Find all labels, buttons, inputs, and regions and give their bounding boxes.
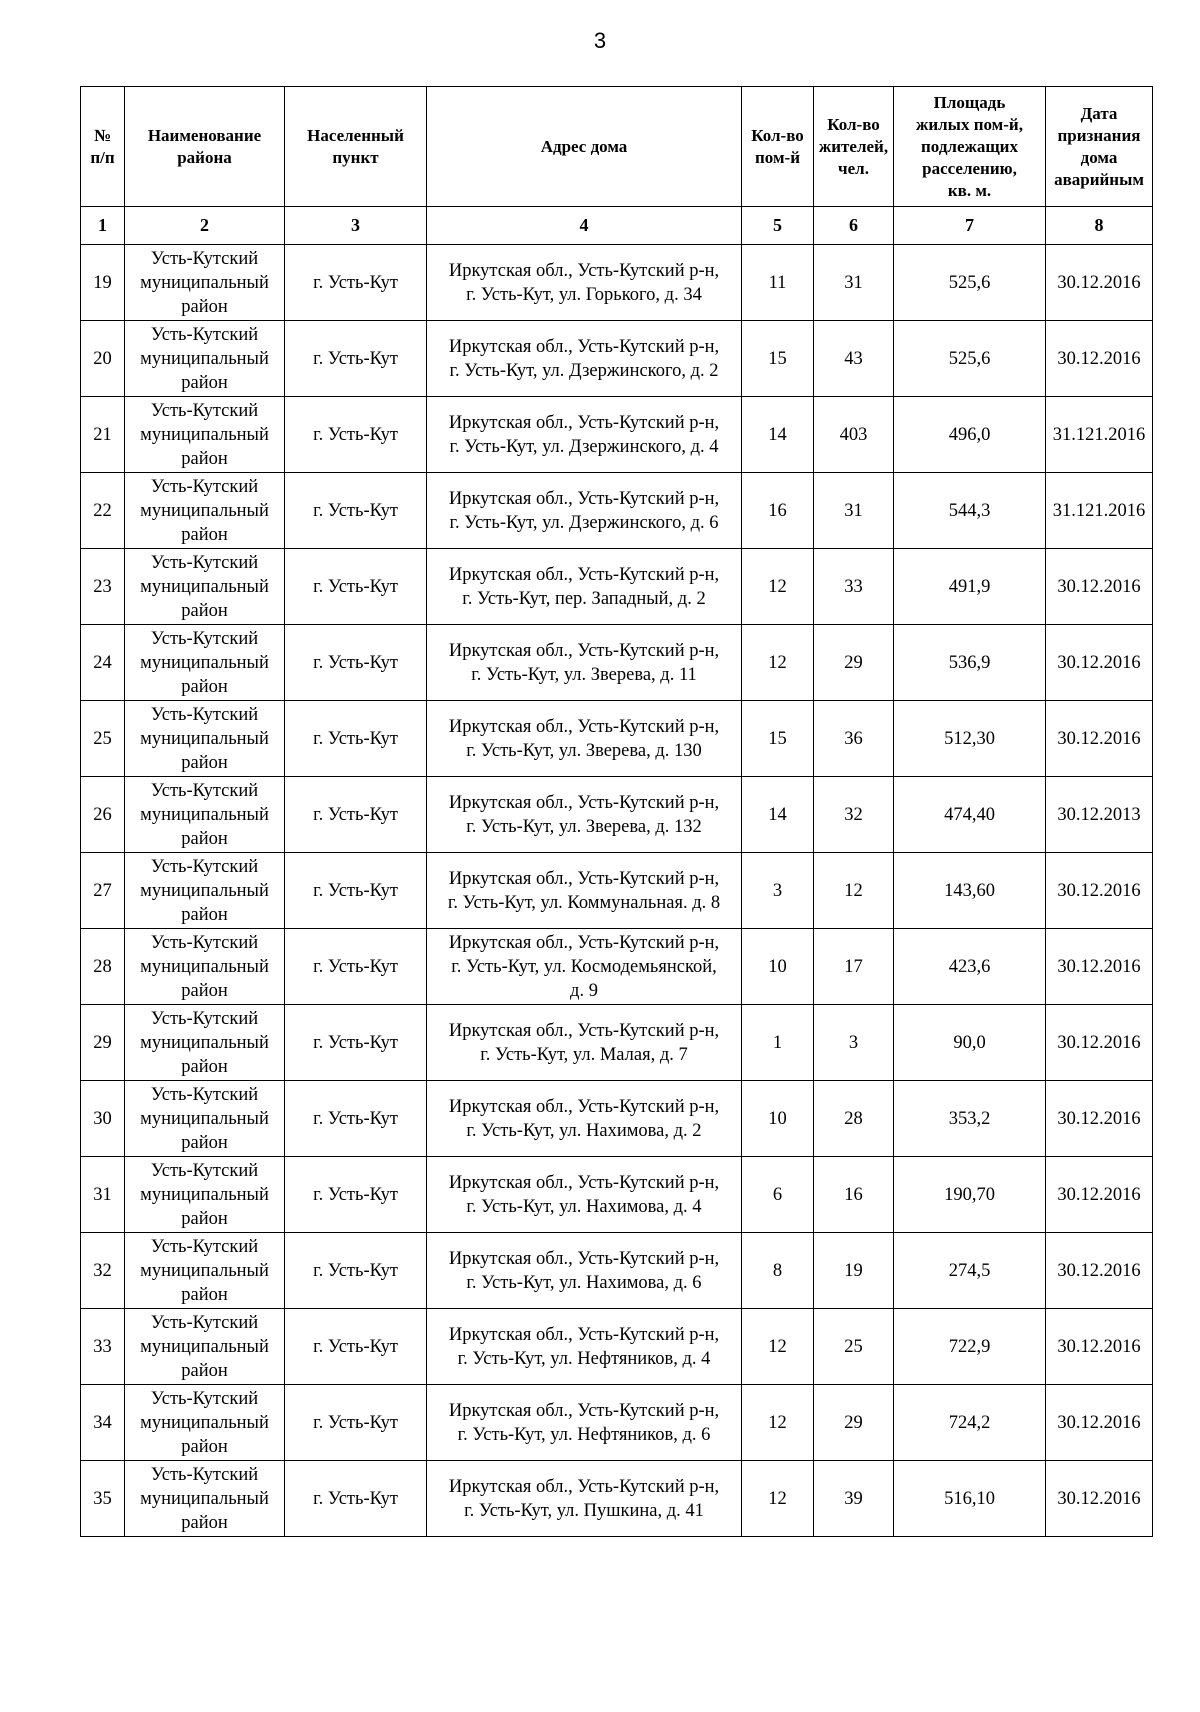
cell-residents: 403 [814, 397, 894, 473]
cell-settlement: г. Усть-Кут [285, 625, 427, 701]
cell-area: 722,9 [894, 1309, 1046, 1385]
cell-residents: 17 [814, 929, 894, 1005]
cell-line: Усть-Кутский [150, 628, 259, 649]
column-number: 6 [814, 207, 894, 245]
header-num [81, 87, 125, 207]
cell-line: муниципальный [140, 1488, 269, 1509]
header-rooms [742, 87, 814, 207]
cell-settlement: г. Усть-Кут [285, 1005, 427, 1081]
cell-line: Усть-Кутский [150, 780, 259, 801]
cell-residents: 31 [814, 473, 894, 549]
cell-line: чел. [838, 158, 869, 178]
cell-date: 30.12.2016 [1046, 1309, 1153, 1385]
cell-district [125, 1461, 285, 1537]
cell-line: Дата [1080, 103, 1118, 123]
cell-line: Наименование [147, 125, 262, 145]
cell-address [427, 1461, 742, 1537]
cell-district [125, 549, 285, 625]
cell-rooms: 1 [742, 1005, 814, 1081]
cell-area: 536,9 [894, 625, 1046, 701]
table-row [81, 245, 1153, 321]
cell-line: Усть-Кутский [150, 1236, 259, 1257]
table-row [81, 853, 1153, 929]
cell-date: 30.12.2016 [1046, 853, 1153, 929]
cell-rooms: 11 [742, 245, 814, 321]
cell-line: аварийным [1054, 169, 1144, 189]
cell-num: 21 [81, 397, 125, 473]
header-row [81, 87, 1153, 207]
cell-line: район [181, 1512, 228, 1533]
cell-line: Усть-Кутский [150, 1464, 259, 1485]
cell-rooms: 12 [742, 1309, 814, 1385]
cell-area: 516,10 [894, 1461, 1046, 1537]
cell-line: г. Усть-Кут, ул. Нефтяников, д. 4 [457, 1348, 711, 1369]
cell-line: Иркутская обл., Усть-Кутский р-н, [448, 1172, 720, 1193]
cell-residents: 36 [814, 701, 894, 777]
cell-area: 474,40 [894, 777, 1046, 853]
cell-address [427, 321, 742, 397]
cell-line: расселению, [922, 158, 1017, 178]
cell-date: 31.121.2016 [1046, 473, 1153, 549]
cell-line: район [181, 904, 228, 925]
cell-residents: 16 [814, 1157, 894, 1233]
cell-district [125, 473, 285, 549]
cell-num: 22 [81, 473, 125, 549]
cell-line: Адрес дома [540, 136, 628, 156]
cell-line: Иркутская обл., Усть-Кутский р-н, [448, 260, 720, 281]
cell-address [427, 1309, 742, 1385]
cell-line: Усть-Кутский [150, 476, 259, 497]
cell-line: район [181, 1436, 228, 1457]
column-number: 8 [1046, 207, 1153, 245]
table-row [81, 1005, 1153, 1081]
cell-area: 274,5 [894, 1233, 1046, 1309]
cell-line: Иркутская обл., Усть-Кутский р-н, [448, 1020, 720, 1041]
cell-num: 25 [81, 701, 125, 777]
table-row [81, 777, 1153, 853]
cell-line: район [181, 1132, 228, 1153]
cell-line: Иркутская обл., Усть-Кутский р-н, [448, 1324, 720, 1345]
cell-settlement: г. Усть-Кут [285, 1233, 427, 1309]
cell-line: муниципальный [140, 1260, 269, 1281]
cell-line: Иркутская обл., Усть-Кутский р-н, [448, 1400, 720, 1421]
cell-line: Иркутская обл., Усть-Кутский р-н, [448, 716, 720, 737]
cell-num: 34 [81, 1385, 125, 1461]
cell-num: 30 [81, 1081, 125, 1157]
cell-residents: 12 [814, 853, 894, 929]
cell-settlement: г. Усть-Кут [285, 1309, 427, 1385]
cell-line: Усть-Кутский [150, 704, 259, 725]
cell-line: п/п [90, 147, 115, 167]
cell-num: 23 [81, 549, 125, 625]
cell-num: 27 [81, 853, 125, 929]
cell-address [427, 1005, 742, 1081]
cell-line: г. Усть-Кут, ул. Космодемьянской, [451, 956, 717, 977]
cell-area: 525,6 [894, 321, 1046, 397]
table-row [81, 1385, 1153, 1461]
cell-num: 32 [81, 1233, 125, 1309]
cell-line: район [181, 828, 228, 849]
cell-settlement: г. Усть-Кут [285, 1081, 427, 1157]
cell-area: 90,0 [894, 1005, 1046, 1081]
cell-residents: 33 [814, 549, 894, 625]
cell-line: район [181, 676, 228, 697]
table-row [81, 397, 1153, 473]
cell-line: Кол-во [751, 125, 804, 145]
cell-area: 525,6 [894, 245, 1046, 321]
cell-settlement: г. Усть-Кут [285, 853, 427, 929]
cell-address [427, 1081, 742, 1157]
cell-area: 544,3 [894, 473, 1046, 549]
cell-area: 496,0 [894, 397, 1046, 473]
cell-line: муниципальный [140, 1336, 269, 1357]
cell-rooms: 12 [742, 549, 814, 625]
cell-line: район [181, 1056, 228, 1077]
cell-line: Усть-Кутский [150, 324, 259, 345]
table-row [81, 625, 1153, 701]
cell-district [125, 853, 285, 929]
cell-rooms: 16 [742, 473, 814, 549]
cell-area: 423,6 [894, 929, 1046, 1005]
cell-rooms: 8 [742, 1233, 814, 1309]
cell-line: муниципальный [140, 1184, 269, 1205]
cell-line: район [181, 980, 228, 1001]
cell-district [125, 245, 285, 321]
cell-residents: 29 [814, 1385, 894, 1461]
cell-line: муниципальный [140, 728, 269, 749]
cell-line: Усть-Кутский [150, 552, 259, 573]
cell-line: г. Усть-Кут, пер. Западный, д. 2 [462, 588, 706, 609]
cell-line: д. 9 [570, 980, 598, 1001]
column-number: 5 [742, 207, 814, 245]
cell-line: Площадь [933, 92, 1006, 112]
cell-num: 29 [81, 1005, 125, 1081]
cell-line: Кол-во [827, 114, 880, 134]
cell-line: район [181, 448, 228, 469]
cell-residents: 43 [814, 321, 894, 397]
cell-num: 20 [81, 321, 125, 397]
cell-num: 33 [81, 1309, 125, 1385]
cell-line: район [181, 296, 228, 317]
cell-line: Усть-Кутский [150, 856, 259, 877]
cell-line: район [181, 372, 228, 393]
cell-line: муниципальный [140, 272, 269, 293]
cell-line: признания [1057, 125, 1141, 145]
cell-line: г. Усть-Кут, ул. Горького, д. 34 [466, 284, 702, 305]
cell-rooms: 12 [742, 625, 814, 701]
cell-address [427, 1233, 742, 1309]
cell-date: 30.12.2016 [1046, 321, 1153, 397]
cell-line: г. Усть-Кут, ул. Дзержинского, д. 6 [449, 512, 719, 533]
cell-line: Иркутская обл., Усть-Кутский р-н, [448, 932, 720, 953]
cell-line: Иркутская обл., Усть-Кутский р-н, [448, 792, 720, 813]
table-row [81, 929, 1153, 1005]
cell-line: Иркутская обл., Усть-Кутский р-н, [448, 488, 720, 509]
cell-rooms: 15 [742, 701, 814, 777]
cell-area: 724,2 [894, 1385, 1046, 1461]
cell-line: Иркутская обл., Усть-Кутский р-н, [448, 1476, 720, 1497]
cell-rooms: 14 [742, 397, 814, 473]
cell-line: г. Усть-Кут, ул. Коммунальная. д. 8 [447, 892, 721, 913]
cell-line: Иркутская обл., Усть-Кутский р-н, [448, 336, 720, 357]
cell-settlement: г. Усть-Кут [285, 929, 427, 1005]
table-row [81, 701, 1153, 777]
cell-line: Иркутская обл., Усть-Кутский р-н, [448, 1248, 720, 1269]
table-row [81, 1233, 1153, 1309]
cell-num: 24 [81, 625, 125, 701]
cell-address [427, 1385, 742, 1461]
cell-date: 30.12.2016 [1046, 1081, 1153, 1157]
cell-district [125, 701, 285, 777]
cell-address [427, 1157, 742, 1233]
cell-line: Иркутская обл., Усть-Кутский р-н, [448, 868, 720, 889]
cell-line: жителей, [818, 136, 889, 156]
cell-line: г. Усть-Кут, ул. Малая, д. 7 [480, 1044, 688, 1065]
cell-date: 30.12.2013 [1046, 777, 1153, 853]
cell-date: 30.12.2016 [1046, 625, 1153, 701]
cell-settlement: г. Усть-Кут [285, 1385, 427, 1461]
cell-line: подлежащих [921, 136, 1018, 156]
cell-line: муниципальный [140, 880, 269, 901]
table-row [81, 1309, 1153, 1385]
cell-date: 30.12.2016 [1046, 1005, 1153, 1081]
cell-line: муниципальный [140, 500, 269, 521]
cell-settlement: г. Усть-Кут [285, 473, 427, 549]
cell-line: Усть-Кутский [150, 1312, 259, 1333]
cell-line: Усть-Кутский [150, 1388, 259, 1409]
column-number: 4 [427, 207, 742, 245]
table-row [81, 1157, 1153, 1233]
table-row [81, 473, 1153, 549]
cell-address [427, 853, 742, 929]
cell-line: г. Усть-Кут, ул. Нахимова, д. 2 [466, 1120, 702, 1141]
cell-residents: 31 [814, 245, 894, 321]
cell-line: муниципальный [140, 424, 269, 445]
cell-settlement: г. Усть-Кут [285, 1461, 427, 1537]
cell-settlement: г. Усть-Кут [285, 397, 427, 473]
table-body [81, 245, 1153, 1537]
cell-rooms: 3 [742, 853, 814, 929]
cell-line: район [181, 752, 228, 773]
cell-address [427, 701, 742, 777]
cell-line: г. Усть-Кут, ул. Дзержинского, д. 2 [449, 360, 719, 381]
cell-address [427, 549, 742, 625]
cell-line: пункт [332, 147, 379, 167]
cell-line: Иркутская обл., Усть-Кутский р-н, [448, 412, 720, 433]
cell-residents: 3 [814, 1005, 894, 1081]
cell-settlement: г. Усть-Кут [285, 777, 427, 853]
cell-line: г. Усть-Кут, ул. Зверева, д. 132 [466, 816, 702, 837]
cell-line: Населенный [307, 125, 404, 145]
cell-district [125, 929, 285, 1005]
cell-district [125, 777, 285, 853]
cell-line: г. Усть-Кут, ул. Зверева, д. 11 [471, 664, 697, 685]
cell-num: 26 [81, 777, 125, 853]
cell-date: 30.12.2016 [1046, 1385, 1153, 1461]
cell-line: муниципальный [140, 348, 269, 369]
cell-area: 491,9 [894, 549, 1046, 625]
cell-settlement: г. Усть-Кут [285, 701, 427, 777]
cell-settlement: г. Усть-Кут [285, 549, 427, 625]
cell-line: г. Усть-Кут, ул. Нахимова, д. 4 [466, 1196, 702, 1217]
cell-address [427, 777, 742, 853]
cell-date: 30.12.2016 [1046, 701, 1153, 777]
cell-line: кв. м. [947, 180, 992, 200]
cell-settlement: г. Усть-Кут [285, 1157, 427, 1233]
cell-line: Иркутская обл., Усть-Кутский р-н, [448, 564, 720, 585]
cell-rooms: 12 [742, 1385, 814, 1461]
cell-address [427, 625, 742, 701]
cell-line: Усть-Кутский [150, 400, 259, 421]
cell-residents: 25 [814, 1309, 894, 1385]
cell-date: 30.12.2016 [1046, 1461, 1153, 1537]
cell-line: Усть-Кутский [150, 1160, 259, 1181]
cell-num: 35 [81, 1461, 125, 1537]
header-address [427, 87, 742, 207]
cell-district [125, 397, 285, 473]
cell-date: 30.12.2016 [1046, 245, 1153, 321]
cell-line: г. Усть-Кут, ул. Зверева, д. 130 [466, 740, 702, 761]
cell-rooms: 6 [742, 1157, 814, 1233]
cell-settlement: г. Усть-Кут [285, 321, 427, 397]
cell-residents: 29 [814, 625, 894, 701]
cell-address [427, 245, 742, 321]
cell-line: район [181, 1208, 228, 1229]
column-number: 3 [285, 207, 427, 245]
cell-residents: 32 [814, 777, 894, 853]
cell-residents: 28 [814, 1081, 894, 1157]
cell-settlement: г. Усть-Кут [285, 245, 427, 321]
cell-line: г. Усть-Кут, ул. Нахимова, д. 6 [466, 1272, 702, 1293]
cell-line: Иркутская обл., Усть-Кутский р-н, [448, 640, 720, 661]
cell-area: 190,70 [894, 1157, 1046, 1233]
cell-line: район [181, 1360, 228, 1381]
cell-line: Усть-Кутский [150, 1008, 259, 1029]
cell-line: пом-й [754, 147, 800, 167]
cell-line: района [177, 147, 232, 167]
cell-line: муниципальный [140, 1032, 269, 1053]
column-number: 2 [125, 207, 285, 245]
header-residents [814, 87, 894, 207]
cell-line: Усть-Кутский [150, 1084, 259, 1105]
table-row [81, 321, 1153, 397]
table-row [81, 1461, 1153, 1537]
cell-line: муниципальный [140, 804, 269, 825]
cell-area: 143,60 [894, 853, 1046, 929]
cell-line: муниципальный [140, 956, 269, 977]
cell-line: жилых пом-й, [916, 114, 1023, 134]
cell-line: район [181, 600, 228, 621]
cell-num: 19 [81, 245, 125, 321]
cell-line: г. Усть-Кут, ул. Дзержинского, д. 4 [449, 436, 719, 457]
cell-line: Иркутская обл., Усть-Кутский р-н, [448, 1096, 720, 1117]
table-row [81, 1081, 1153, 1157]
header-settlement [285, 87, 427, 207]
cell-num: 28 [81, 929, 125, 1005]
cell-line: Усть-Кутский [150, 248, 259, 269]
cell-rooms: 15 [742, 321, 814, 397]
cell-line: г. Усть-Кут, ул. Нефтяников, д. 6 [457, 1424, 711, 1445]
page-number: 3 [593, 28, 607, 53]
cell-date: 30.12.2016 [1046, 549, 1153, 625]
cell-residents: 19 [814, 1233, 894, 1309]
cell-date: 30.12.2016 [1046, 1157, 1153, 1233]
cell-line: № [93, 125, 112, 145]
cell-rooms: 14 [742, 777, 814, 853]
cell-line: район [181, 524, 228, 545]
cell-line: муниципальный [140, 576, 269, 597]
cell-district [125, 321, 285, 397]
cell-date: 30.12.2016 [1046, 1233, 1153, 1309]
cell-line: район [181, 1284, 228, 1305]
cell-district [125, 625, 285, 701]
cell-address [427, 473, 742, 549]
cell-num: 31 [81, 1157, 125, 1233]
emergency-housing-table [80, 86, 1153, 1537]
cell-district [125, 1385, 285, 1461]
cell-rooms: 10 [742, 1081, 814, 1157]
column-number: 1 [81, 207, 125, 245]
cell-line: дома [1080, 147, 1118, 167]
header-area [894, 87, 1046, 207]
cell-date: 30.12.2016 [1046, 929, 1153, 1005]
cell-area: 512,30 [894, 701, 1046, 777]
cell-line: муниципальный [140, 652, 269, 673]
cell-date: 31.121.2016 [1046, 397, 1153, 473]
cell-residents: 39 [814, 1461, 894, 1537]
cell-address [427, 929, 742, 1005]
cell-district [125, 1081, 285, 1157]
cell-district [125, 1309, 285, 1385]
cell-line: муниципальный [140, 1412, 269, 1433]
cell-rooms: 10 [742, 929, 814, 1005]
cell-area: 353,2 [894, 1081, 1046, 1157]
cell-district [125, 1157, 285, 1233]
cell-address [427, 397, 742, 473]
cell-line: г. Усть-Кут, ул. Пушкина, д. 41 [464, 1500, 704, 1521]
cell-rooms: 12 [742, 1461, 814, 1537]
table-row [81, 549, 1153, 625]
cell-district [125, 1005, 285, 1081]
header-date [1046, 87, 1153, 207]
column-number: 7 [894, 207, 1046, 245]
cell-line: муниципальный [140, 1108, 269, 1129]
cell-line: Усть-Кутский [150, 932, 259, 953]
cell-district [125, 1233, 285, 1309]
header-district [125, 87, 285, 207]
column-number-row [81, 207, 1153, 245]
